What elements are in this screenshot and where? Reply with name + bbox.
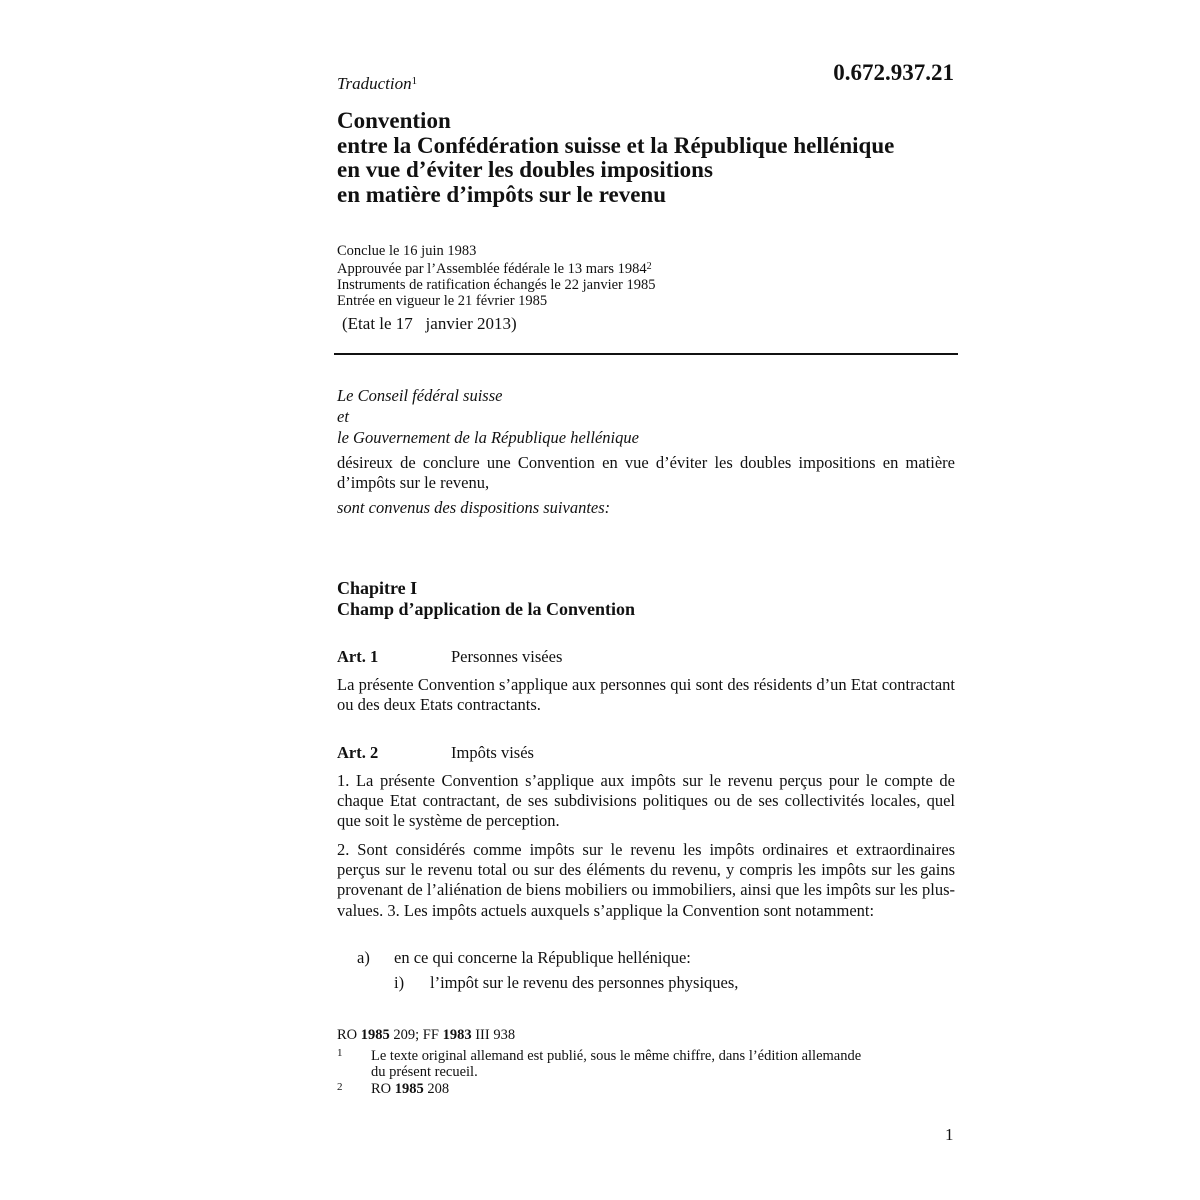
footnote-marker-1[interactable]: 1 (411, 75, 418, 87)
document-title (337, 109, 957, 207)
footnote-1-text: Le texte original allemand est publié, sous le même chiffre, dans l’édition allemande du présent recueil. (371, 1048, 862, 1080)
etat-date: (Etat le 17 janvier 2013) (342, 314, 517, 333)
date-instruments: Instruments de ratification échangés le 22 janvier 1985 (337, 277, 656, 293)
page-number: 1 (945, 1125, 954, 1144)
footnote-marker-2[interactable]: 2 (646, 261, 652, 272)
preamble-desireux: désireux de conclure une Convention en vue d’éviter les doubles impositions en matière d’impôts sur le revenu, (337, 453, 955, 493)
horizontal-rule (334, 353, 958, 355)
chapter-heading (337, 578, 635, 620)
footnote-1-number: 1 (337, 1047, 343, 1059)
preamble-parties (337, 385, 639, 448)
art-2-number: Art. 2 (337, 743, 379, 762)
preamble-convenus: sont convenus des dispositions suivantes: (337, 498, 611, 517)
item-a-text: en ce qui concerne la République hellénique: (394, 948, 691, 967)
art-2-paragraph-1: 1. La présente Convention s’applique aux impôts sur le revenu perçus pour le compte de chaque Etat contractant, de ses subdivisions politiques ou de ses collectivités locales, quel que soit le système de perception. (337, 771, 955, 831)
art-2-title: Impôts visés (451, 743, 534, 762)
party-2: le Gouvernement de la République hellénique (337, 428, 639, 447)
item-a-label: a) (357, 948, 370, 967)
art-2-paragraph-2: 2. Sont considérés comme impôts sur le revenu les impôts ordinaires et extraordinaires perçus sur le revenu total ou sur des éléments du revenu, y compris les impôts sur les gains provenant de l’aliénation de biens mobiliers ou immobiliers, ainsi que les impôts sur les plus-values. 3. Les impôts actuels auxquels s’applique la Convention sont notamment: (337, 840, 955, 920)
date-conclue: Conclue le 16 juin 1983 (337, 243, 477, 259)
art-1-text: La présente Convention s’applique aux personnes qui sont des résidents d’un Etat contractant ou des deux Etats contractants. (337, 675, 955, 715)
chapter-number: Chapitre I (337, 578, 418, 598)
traduction-label: Traduction$^1$ (337, 74, 418, 93)
title-line-2: entre la Confédération suisse et la République hellénique (337, 132, 895, 158)
party-et: et (337, 407, 349, 426)
systematic-number: 0.672.937.21 (833, 60, 954, 85)
item-i-text: l’impôt sur le revenu des personnes physiques, (430, 973, 739, 992)
dates-block (337, 243, 656, 309)
art-1-title: Personnes visées (451, 647, 563, 666)
title-line-1: Convention (337, 108, 451, 133)
date-entree: Entrée en vigueur le 21 février 1985 (337, 293, 548, 309)
art-1-number: Art. 1 (337, 647, 379, 666)
title-line-3: en vue d’éviter les doubles impositions (337, 157, 713, 182)
date-approuvee: Approuvée par l’Assemblée fédérale le 13 mars 1984$^2$ (337, 261, 652, 277)
footnote-2-number: 2 (337, 1081, 343, 1093)
chapter-title: Champ d’application de la Convention (337, 599, 636, 619)
party-1: Le Conseil fédéral suisse (337, 386, 503, 405)
footnote-2-text: RO 1985 208 (371, 1081, 450, 1097)
item-i-label: i) (394, 973, 405, 992)
title-line-4: en matière d’impôts sur le revenu (337, 181, 666, 207)
publication-reference: RO 1985 209; FF 1983 III 938 (337, 1027, 516, 1043)
